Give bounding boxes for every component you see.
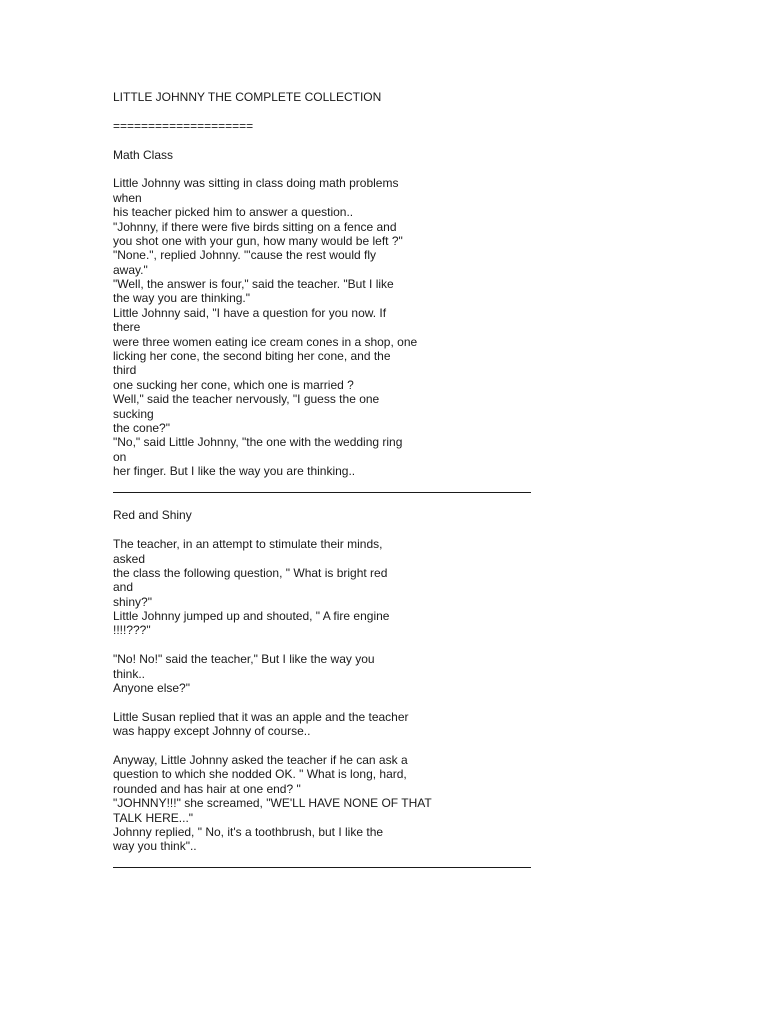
text-line: Little Johnny was sitting in class doing math problems bbox=[113, 176, 399, 191]
text-line: Little Susan replied that it was an apple and the teacher bbox=[113, 709, 409, 724]
document-title: LITTLE JOHNNY THE COMPLETE COLLECTION bbox=[113, 90, 382, 104]
section-divider bbox=[113, 854, 531, 868]
section-paragraph bbox=[113, 652, 543, 695]
text-line: question to which she nodded OK. " What is long, hard, bbox=[113, 767, 407, 782]
text-line: licking her cone, the second biting her cone, and the bbox=[113, 349, 391, 364]
text-line: !!!!???" bbox=[113, 623, 151, 638]
text-line: the way you are thinking." bbox=[113, 291, 251, 306]
text-line: were three women eating ice cream cones in a shop, one bbox=[113, 334, 418, 349]
text-line: TALK HERE..." bbox=[113, 810, 194, 825]
text-line: there bbox=[113, 320, 141, 335]
text-line: one sucking her cone, which one is married ? bbox=[113, 377, 354, 392]
section-paragraph bbox=[113, 710, 543, 739]
text-line: "No! No!" said the teacher," But I like the way you bbox=[113, 652, 375, 667]
text-line: Johnny replied, " No, it's a toothbrush, but I like the bbox=[113, 824, 384, 839]
text-line: "Johnny, if there were five birds sitting on a fence and bbox=[113, 219, 397, 234]
text-line: Well," said the teacher nervously, "I guess the one bbox=[113, 392, 380, 407]
section-paragraph bbox=[113, 537, 543, 638]
text-line: was happy except Johnny of course.. bbox=[113, 724, 311, 739]
text-line: The teacher, in an attempt to stimulate their minds, bbox=[113, 537, 383, 552]
text-line: the cone?" bbox=[113, 420, 170, 435]
text-line: Anyway, Little Johnny asked the teacher if he can ask a bbox=[113, 752, 408, 767]
text-line: "None.", replied Johnny. "'cause the rest would fly bbox=[113, 248, 376, 263]
text-line: Little Johnny said, "I have a question for you now. If bbox=[113, 305, 387, 320]
section-divider bbox=[113, 479, 531, 493]
text-line: "JOHNNY!!!" she screamed, "WE'LL HAVE NONE OF THAT bbox=[113, 796, 432, 811]
text-line: and bbox=[113, 580, 134, 595]
section-heading: Red and Shiny bbox=[113, 508, 192, 523]
text-line: away." bbox=[113, 262, 148, 277]
text-line: asked bbox=[113, 551, 146, 566]
title-underline: ==================== bbox=[113, 118, 254, 133]
text-line: "Well, the answer is four," said the teacher. "But I like bbox=[113, 277, 394, 292]
text-line: way you think".. bbox=[113, 839, 197, 854]
text-line: when bbox=[113, 190, 142, 205]
text-line: third bbox=[113, 363, 137, 378]
text-line: sucking bbox=[113, 406, 154, 421]
text-line: you shot one with your gun, how many would be left ?" bbox=[113, 233, 403, 248]
text-line: "No," said Little Johnny, "the one with the wedding ring bbox=[113, 435, 403, 450]
text-line: Little Johnny jumped up and shouted, " A fire engine bbox=[113, 609, 390, 624]
text-line: Anyone else?" bbox=[113, 681, 190, 696]
text-line: on bbox=[113, 449, 127, 464]
section-heading: Math Class bbox=[113, 147, 174, 162]
document-page bbox=[113, 90, 543, 869]
text-line: rounded and has hair at one end? " bbox=[113, 781, 301, 796]
text-line: think.. bbox=[113, 666, 146, 681]
section-paragraph bbox=[113, 753, 543, 854]
text-line: her finger. But I like the way you are thinking.. bbox=[113, 464, 356, 479]
section-paragraph bbox=[113, 176, 543, 478]
text-line: the class the following question, " What is bright red bbox=[113, 565, 388, 580]
text-line: shiny?" bbox=[113, 594, 152, 609]
text-line: his teacher picked him to answer a question.. bbox=[113, 205, 354, 220]
